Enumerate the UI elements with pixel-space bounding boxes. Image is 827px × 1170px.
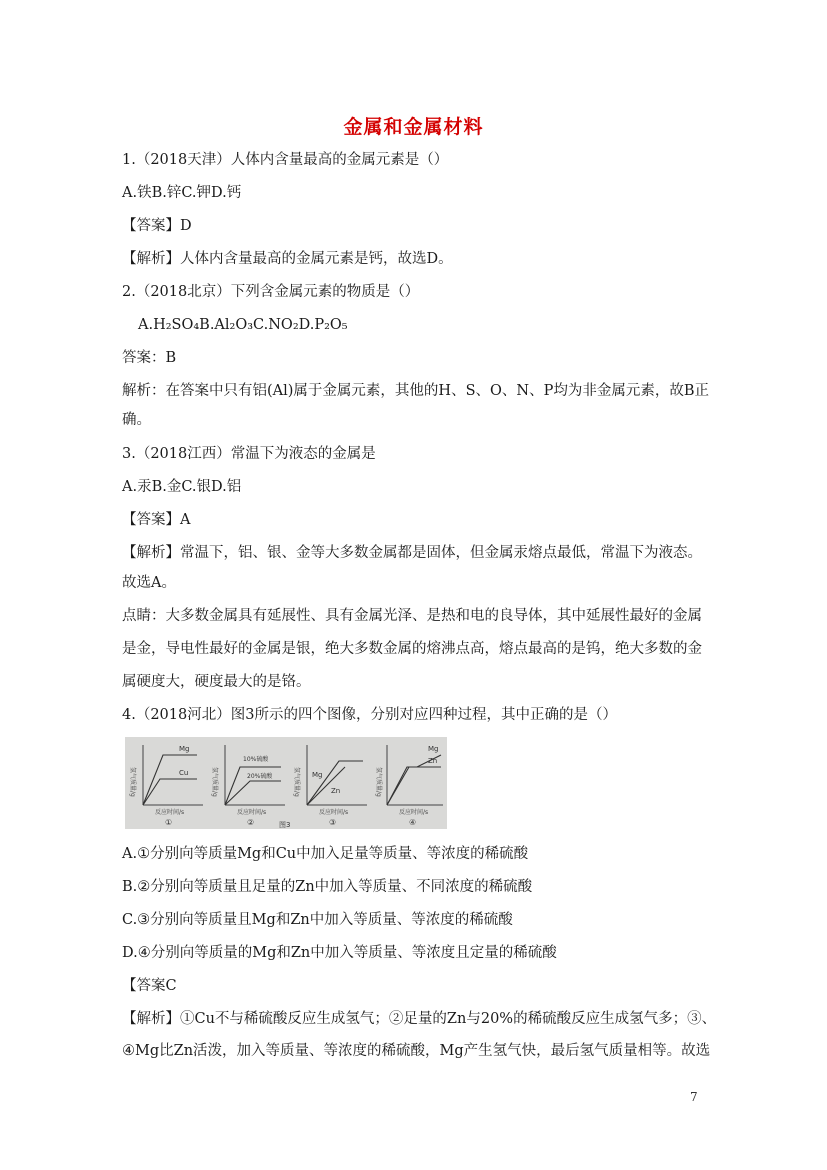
panel-1-ylabel: 氢气质量/g	[129, 767, 136, 797]
question-4-analysis: 【解析】①Cu不与稀硫酸反应生成氢气；②足量的Zn与20%的稀硫酸反应生成氢气多；③、	[122, 1011, 717, 1027]
question-4-option-b: B.②分别向等质量且足量的Zn中加入等质量、不同浓度的稀硫酸	[122, 879, 533, 895]
graph-panel-4	[375, 745, 443, 827]
figure-3-graphs	[125, 737, 447, 829]
question-2-analysis: 解析：在答案中只有铝(Al)属于金属元素，其他的H、S、O、N、P均为非金属元素，故B正	[122, 383, 709, 399]
question-4-answer: 【答案C	[122, 978, 177, 994]
panel-4-label-b: Zn	[428, 757, 438, 765]
page-title: 金属和金属材料	[343, 116, 484, 138]
graph-panel-1	[129, 745, 203, 827]
figure-caption: 图3	[279, 821, 291, 829]
question-2-analysis-cont: 确。	[122, 412, 151, 428]
question-1-answer: 【答案】D	[122, 218, 192, 234]
panel-4-number: ④	[409, 818, 417, 827]
question-4-analysis-cont: ④Mg比Zn活泼，加入等质量、等浓度的稀硫酸，Mg产生氢气快，最后氢气质量相等。故选	[122, 1043, 711, 1059]
question-1-analysis: 【解析】人体内含量最高的金属元素是钙，故选D。	[122, 251, 453, 267]
panel-2-xlabel: 反应时间/s	[237, 809, 267, 816]
panel-2-label-a: 10%硫酸	[243, 756, 269, 763]
panel-1-xlabel: 反应时间/s	[155, 809, 185, 816]
panel-4-xlabel: 反应时间/s	[399, 809, 429, 816]
panel-2-label-b: 20%硫酸	[247, 773, 273, 780]
panel-3-xlabel: 反应时间/s	[319, 809, 349, 816]
question-3-note: 点睛：大多数金属具有延展性、具有金属光泽、是热和电的良导体，其中延展性最好的金属	[122, 608, 702, 624]
question-4-option-c: C.③分别向等质量且Mg和Zn中加入等质量、等浓度的稀硫酸	[122, 912, 513, 928]
panel-1-label-a: Mg	[179, 745, 190, 753]
question-3-analysis: 【解析】常温下，铝、银、金等大多数金属都是固体，但金属汞熔点最低，常温下为液态。	[122, 545, 702, 561]
question-3-answer: 【答案】A	[122, 512, 191, 528]
panel-3-label-a: Mg	[312, 771, 323, 779]
question-1-options: A.铁B.锌C.钾D.钙	[122, 185, 242, 201]
question-2: 2.（2018北京）下列含金属元素的物质是（）	[122, 284, 420, 300]
panel-4-ylabel: 氢气质量/g	[375, 767, 382, 797]
panel-3-label-b: Zn	[331, 787, 341, 795]
panel-3-number: ③	[329, 818, 337, 827]
question-2-options: A.H₂SO₄B.Al₂O₃C.NO₂D.P₂O₅	[138, 317, 348, 333]
question-3-note-cont1: 是金，导电性最好的金属是银，绝大多数金属的熔沸点高，熔点最高的是钨，绝大多数的金	[122, 641, 702, 657]
question-4: 4.（2018河北）图3所示的四个图像，分别对应四种过程，其中正确的是（）	[122, 707, 617, 723]
question-3: 3.（2018江西）常温下为液态的金属是	[122, 446, 376, 462]
page-number: 7	[690, 1090, 698, 1104]
question-3-analysis-cont: 故选A。	[122, 575, 176, 591]
panel-4-label-a: Mg	[428, 745, 439, 753]
panel-3-ylabel: 氢气质量/g	[293, 767, 300, 797]
panel-2-ylabel: 氢气质量/g	[211, 767, 218, 797]
panel-1-number: ①	[165, 818, 173, 827]
question-3-note-cont2: 属硬度大，硬度最大的是铬。	[122, 674, 311, 690]
panel-2-number: ②	[247, 818, 255, 827]
question-1: 1.（2018天津）人体内含量最高的金属元素是（）	[122, 152, 449, 168]
question-2-answer: 答案：B	[122, 350, 177, 366]
question-4-option-a: A.①分别向等质量Mg和Cu中加入足量等质量、等浓度的稀硫酸	[122, 846, 529, 862]
question-3-options: A.汞B.金C.银D.铝	[122, 479, 242, 495]
graph-panel-3	[293, 745, 367, 827]
panel-1-label-b: Cu	[179, 769, 189, 777]
graph-panel-2	[211, 745, 285, 827]
question-4-option-d: D.④分别向等质量的Mg和Zn中加入等质量、等浓度且定量的稀硫酸	[122, 945, 557, 961]
